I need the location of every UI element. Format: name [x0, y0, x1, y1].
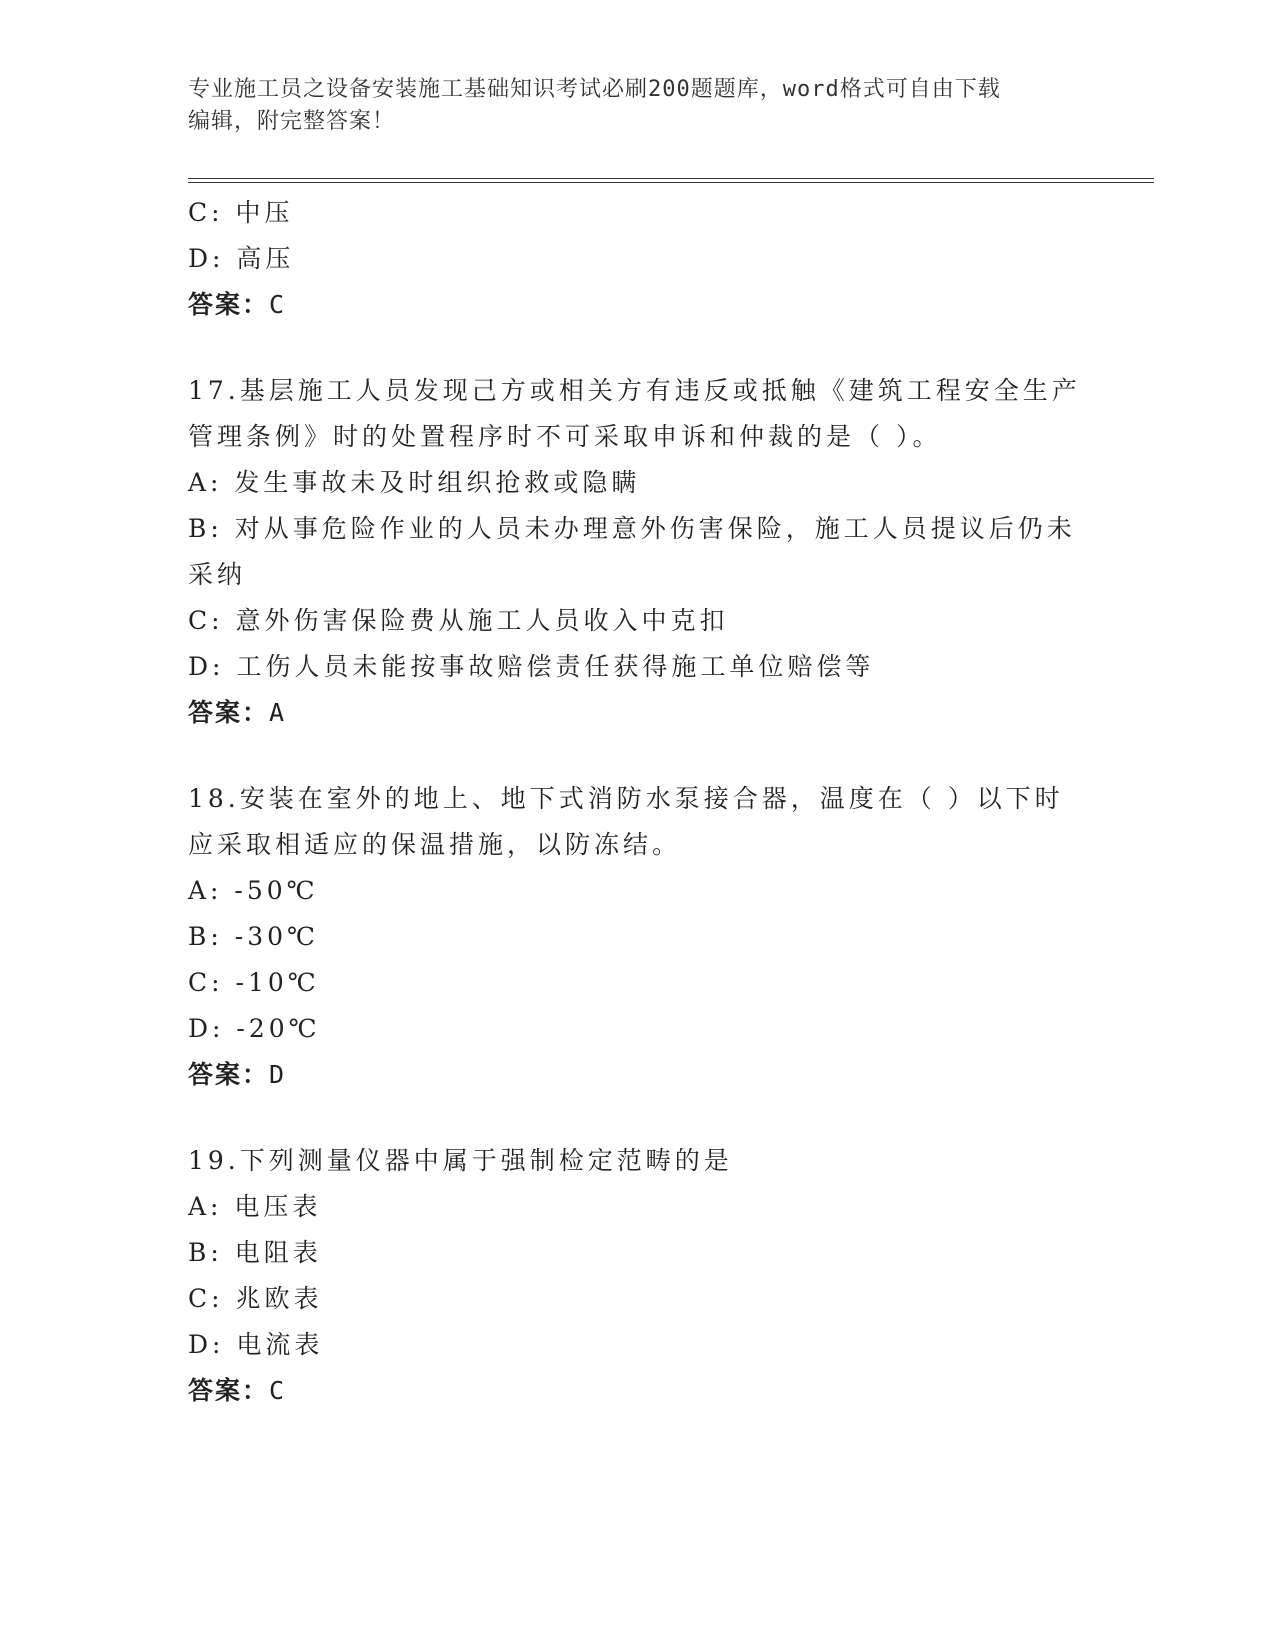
answer-label: 答案：: [188, 1060, 270, 1089]
option-c: C: 中压: [188, 198, 294, 227]
answer-value: C: [269, 290, 287, 319]
answer-label: 答案：: [188, 290, 270, 319]
answer-value: A: [269, 698, 287, 727]
option-c: C: 兆欧表: [188, 1284, 323, 1313]
header-title-line-2: 编辑，附完整答案！: [188, 109, 396, 134]
option-d: D: 电流表: [188, 1330, 324, 1359]
option-b: B: -30℃: [188, 922, 319, 951]
answer-line: [188, 282, 1088, 328]
question-stem-cont: 应采取相适应的保温措施，以防冻结。: [188, 830, 682, 859]
option-b: B: 电阻表: [188, 1238, 322, 1267]
answer-value: D: [269, 1060, 287, 1089]
question-stem: 17.基层施工人员发现己方或相关方有违反或抵触《建筑工程安全生产: [188, 376, 1081, 405]
answer-line: [188, 1052, 1088, 1098]
answer-label: 答案：: [188, 698, 270, 727]
option-a: A: -50℃: [188, 876, 319, 905]
answer-line: [188, 690, 1088, 736]
question-stem: 18.安装在室外的地上、地下式消防水泵接合器，温度在（ ）以下时: [188, 784, 1064, 813]
header-divider-bottom: [188, 182, 1154, 183]
header-divider-top: [188, 178, 1154, 179]
option-d: D: 高压: [188, 244, 295, 273]
option-a: A: 发生事故未及时组织抢救或隐瞒: [188, 468, 641, 497]
question-16-tail: [188, 190, 1088, 328]
question-stem-cont: 管理条例》时的处置程序时不可采取申诉和仲裁的是（ ）。: [188, 422, 942, 451]
option-a: A: 电压表: [188, 1192, 322, 1221]
option-c: C: 意外伤害保险费从施工人员收入中克扣: [188, 606, 729, 635]
answer-value: C: [269, 1376, 287, 1405]
option-b: B: 对从事危险作业的人员未办理意外伤害保险，施工人员提议后仍未: [188, 514, 1076, 543]
question-list: [188, 190, 1088, 1414]
question-18: [188, 776, 1088, 1098]
document-header: [188, 74, 1068, 138]
option-b-cont: 采纳: [188, 560, 247, 589]
answer-label: 答案：: [188, 1376, 270, 1405]
answer-line: [188, 1368, 1088, 1414]
option-d: D: 工伤人员未能按事故赔偿责任获得施工单位赔偿等: [188, 652, 875, 681]
header-title-line-1: 专业施工员之设备安装施工基础知识考试必刷200题题库，word格式可自由下载: [188, 77, 1001, 102]
option-c: C: -10℃: [188, 968, 320, 997]
question-stem: 19.下列测量仪器中属于强制检定范畴的是: [188, 1146, 733, 1175]
question-17: [188, 368, 1088, 736]
question-19: [188, 1138, 1088, 1414]
option-d: D: -20℃: [188, 1014, 321, 1043]
